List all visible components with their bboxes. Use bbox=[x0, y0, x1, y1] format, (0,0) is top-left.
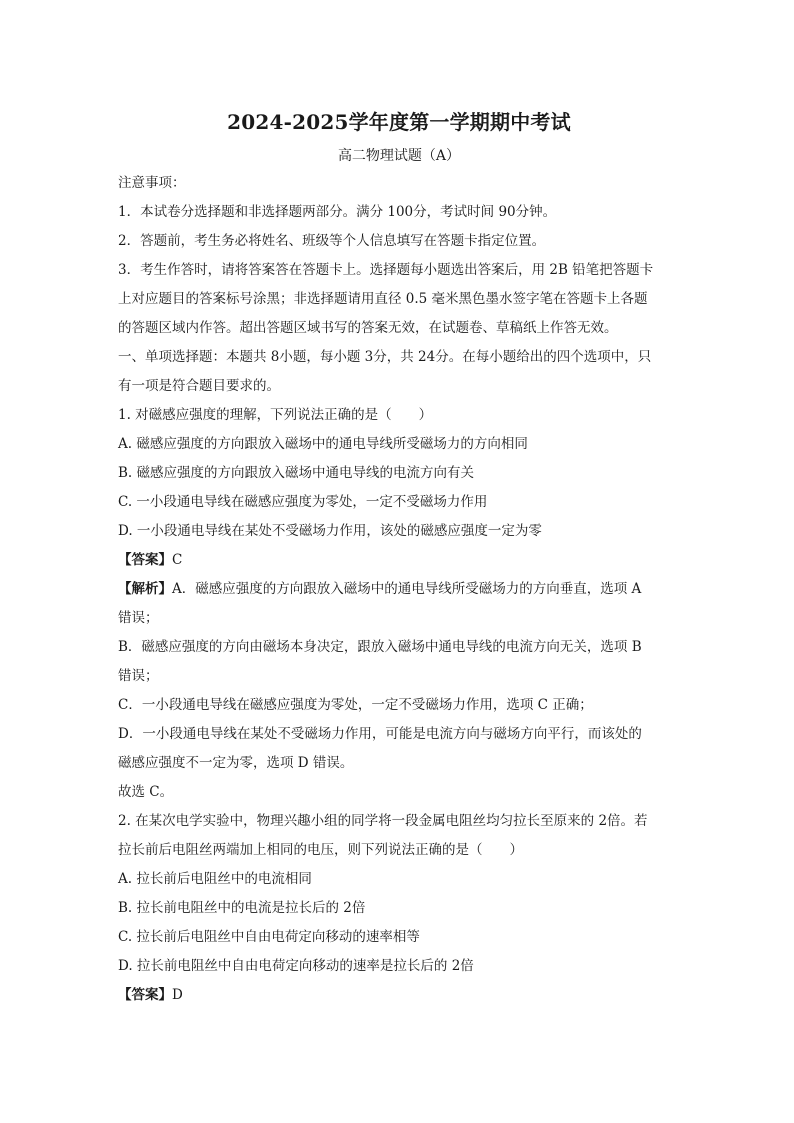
section-heading bbox=[118, 343, 680, 401]
question-stem: 拉长前后电阻丝两端加上相同的电压，则下列说法正确的是（ ） bbox=[118, 842, 523, 858]
exam-title: 2024-2025学年度第一学期期中考试 bbox=[227, 110, 571, 134]
exam-subtitle: 高二物理试题（A） bbox=[337, 148, 461, 164]
analysis-row bbox=[118, 575, 680, 604]
option-a: A. 磁感应强度的方向跟放入磁场中的通电导线所受磁场力的方向相同 bbox=[118, 436, 528, 452]
analysis-line: 磁感应强度不一定为零，选项 D 错误。 bbox=[118, 755, 354, 771]
option-b: B. 拉长前电阻丝中的电流是拉长后的 2倍 bbox=[118, 900, 366, 916]
analysis-line: B．磁感应强度的方向由磁场本身决定，跟放入磁场中通电导线的电流方向无关，选项 B bbox=[118, 639, 642, 655]
option-d: D. 一小段通电导线在某处不受磁场力作用，该处的磁感应强度一定为零 bbox=[118, 523, 542, 539]
question-2 bbox=[118, 807, 680, 1010]
option-a: A. 拉长前后电阻丝中的电流相同 bbox=[118, 871, 312, 887]
analysis-line: 故选 C。 bbox=[118, 784, 174, 800]
answer-label: 【答案】 bbox=[118, 987, 172, 1003]
analysis-line: 错误； bbox=[118, 668, 159, 684]
question-stem: 2. 在某次电学实验中，物理兴趣小组的同学将一段金属电阻丝均匀拉长至原来的 2倍。若 bbox=[118, 813, 648, 829]
option-c: C. 一小段通电导线在磁感应强度为零处，一定不受磁场力作用 bbox=[118, 494, 488, 510]
notes-line: 上对应题目的答案标号涂黑；非选择题请用直径 0.5 毫米黑色墨水签字笔在答题卡上各题 bbox=[118, 291, 648, 307]
answer-value: D bbox=[172, 987, 183, 1003]
notes-heading: 注意事项： bbox=[118, 175, 186, 191]
answer-row bbox=[118, 981, 680, 1010]
analysis-line: A．磁感应强度的方向跟放入磁场中的通电导线所受磁场力的方向垂直，选项 A bbox=[172, 581, 642, 597]
option-d: D. 拉长前电阻丝中自由电荷定向移动的速率是拉长后的 2倍 bbox=[118, 958, 474, 974]
answer-value: C bbox=[172, 552, 183, 568]
question-stem: 1. 对磁感应强度的理解，下列说法正确的是（ ） bbox=[118, 407, 433, 423]
analysis-line: 错误； bbox=[118, 610, 159, 626]
notes-line: 的答题区域内作答。超出答题区域书写的答案无效，在试题卷、草稿纸上作答无效。 bbox=[118, 320, 618, 336]
question-1 bbox=[118, 401, 680, 807]
section-heading-line: 有一项是符合题目要求的。 bbox=[118, 378, 280, 394]
section-heading-line: 一、单项选择题：本题共 8小题，每小题 3分，共 24分。在每小题给出的四个选项中，只 bbox=[118, 349, 652, 365]
notes-line: 3．考生作答时，请将答案答在答题卡上。选择题每小题选出答案后，用 2B 铅笔把答题卡 bbox=[118, 262, 654, 278]
analysis-label: 【解析】 bbox=[118, 581, 172, 597]
answer-row bbox=[118, 546, 680, 575]
analysis-line: C．一小段通电导线在磁感应强度为零处，一定不受磁场力作用，选项 C 正确； bbox=[118, 697, 593, 713]
notes-section bbox=[118, 169, 680, 343]
option-c: C. 拉长前后电阻丝中自由电荷定向移动的速率相等 bbox=[118, 929, 420, 945]
notes-line: 2．答题前，考生务必将姓名、班级等个人信息填写在答题卡指定位置。 bbox=[118, 233, 546, 249]
option-b: B. 磁感应强度的方向跟放入磁场中通电导线的电流方向有关 bbox=[118, 465, 475, 481]
answer-label: 【答案】 bbox=[118, 552, 172, 568]
analysis-line: D．一小段通电导线在某处不受磁场力作用，可能是电流方向与磁场方向平行，而该处的 bbox=[118, 726, 642, 742]
notes-line: 1．本试卷分选择题和非选择题两部分。满分 100分，考试时间 90分钟。 bbox=[118, 204, 557, 220]
exam-page bbox=[118, 96, 680, 1010]
